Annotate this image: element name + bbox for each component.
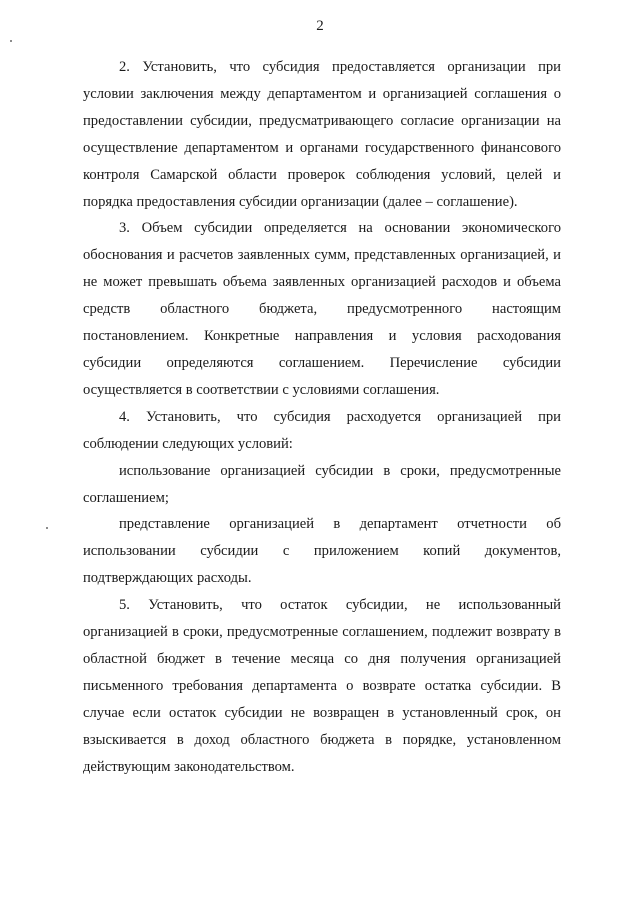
paragraph-remaining-balance: 5. Установить, что остаток субсидии, не использованный организацией в сроки, предусмотренные соглашением, подлежит возврату в областной бюджет в течение месяца со дня получения организацией письменного требования департамента о возврате остатка субсидии. В случае если остаток субсидии не возвращен в установленный срок, он взыскивается в доход областного бюджета в порядке, установленном действующим законодательством. — [83, 597, 561, 775]
paragraph-spending-conditions: 4. Установить, что субсидия расходуется организацией при соблюдении следующих условий: — [83, 408, 561, 452]
margin-mark-middle — [46, 527, 48, 529]
margin-mark-top — [10, 40, 12, 42]
document-body — [83, 54, 561, 780]
paragraph-condition-usage-terms: использование организацией субсидии в сроки, предусмотренные соглашением; — [83, 462, 561, 506]
page-number: 2 — [316, 18, 324, 34]
paragraph-condition-reporting: представление организацией в департамент отчетности об использовании субсидии с приложением копий документов, подтверждающих расходы. — [83, 516, 561, 587]
paragraph-subsidy-condition: 2. Установить, что субсидия предоставляется организации при условии заключения между департаментом и организацией соглашения о предоставлении субсидии, предусматривающего согласие организации на осуществление департаментом и органами государственного финансового контроля Самарской области проверок соблюдения условий, целей и порядка предоставления субсидии организации (далее – соглашение). — [83, 59, 561, 210]
paragraph-subsidy-volume: 3. Объем субсидии определяется на основании экономического обоснования и расчетов заявленных сумм, представленных организацией, и не может превышать объема заявленных организацией расходов и объема средств областного бюджета, предусмотренного настоящим постановлением. Конкретные направления и условия расходования субсидии определяются соглашением. Перечисление субсидии осуществляется в соответствии с условиями соглашения. — [83, 220, 561, 398]
